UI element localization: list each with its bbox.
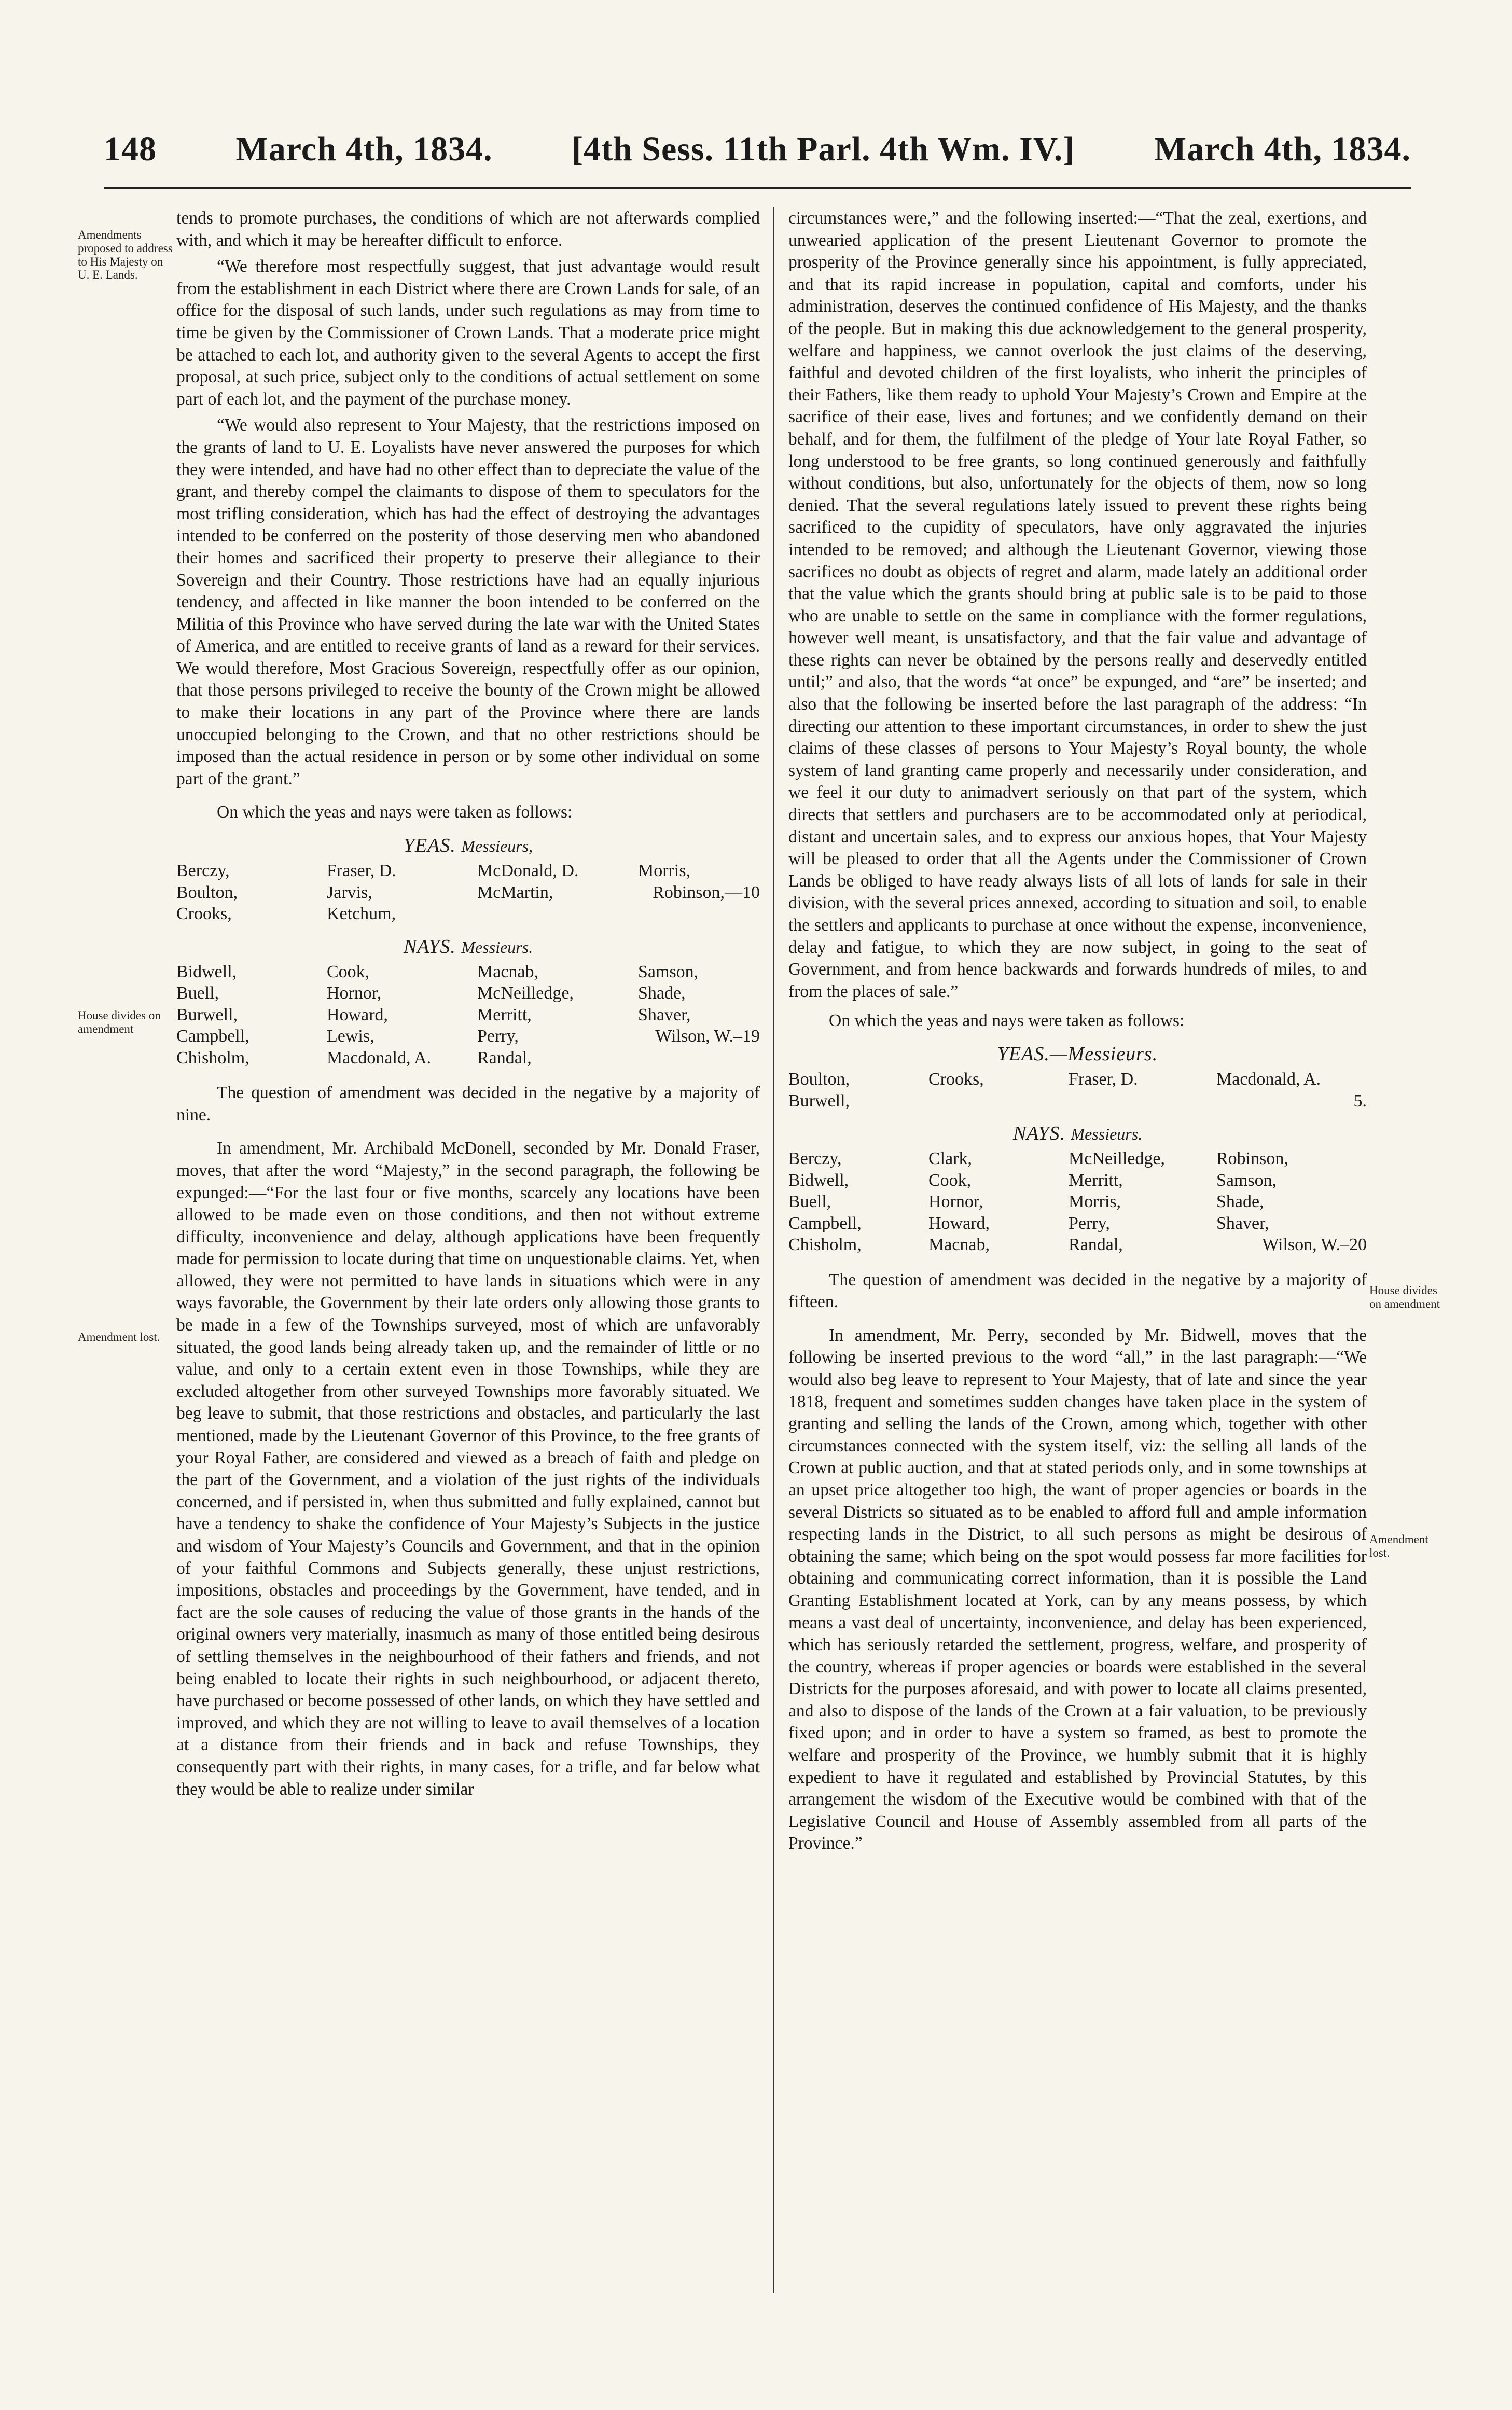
vote-name: Cook, bbox=[928, 1170, 972, 1190]
right-yeas-list bbox=[788, 1069, 1367, 1112]
vote-name: Campbell, bbox=[176, 1027, 249, 1046]
vote-name: Macnab, bbox=[928, 1235, 990, 1255]
margin-note-amendments: Amendments proposed to address to His Majesty on U. E. Lands. bbox=[78, 228, 173, 282]
vote-name: Berczy, bbox=[788, 1149, 842, 1169]
vote-name: Cook, bbox=[327, 962, 370, 981]
vote-name bbox=[638, 1047, 760, 1069]
vote-name: Shaver, bbox=[1216, 1213, 1269, 1233]
vote-name: Jarvis, bbox=[327, 882, 372, 902]
left-vote-intro: On which the yeas and nays were taken as follows: bbox=[217, 802, 573, 822]
vote-name: Samson, bbox=[1216, 1170, 1277, 1190]
vote-name: Campbell, bbox=[788, 1213, 862, 1233]
left-paragraph-amendment: In amendment, Mr. Archibald McDonell, seconded by Mr. Donald Fraser, moves, that after the word “Majesty,” in the second paragraph, the following be expunged:—“For the last four or five months, scarcely any locations have been allowed to be made even on those conditions, and then not without extreme difficulty, inconvenience and delay, although applications have been frequently made for permission to locate during that time on unquestionable claims. Yet, when allowed, they were not permitted to have lands in situations which were in any ways favorable, the Government by their late orders only allowing those grants to be made in a few of the Townships surveyed, most of which are unfavorably situated, the good lands being already taken up, and the remainder of little or no value, and only to a certain extent even in those Townships, while they are excluded altogether from other surveyed Townships more favorably situated. We beg leave to submit, that those restrictions and obstacles, and particularly the last mentioned, made by the Lieutenant Governor of this Province, to the free grants of your Royal Father, are considered and viewed as a breach of faith and pledge on the part of the Government, and a violation of the just rights of the individuals concerned, and if persisted in, when thus submitted and fully explained, cannot but have a tendency to shake the confidence of Your Majesty’s Subjects in the justice and wisdom of Your Majesty’s Councils and Government, and that in the opinion of your faithful Commons and Subjects generally, these unjust restrictions, impositions, obstacles and proceedings by the Government, have tended, and in fact are the sole causes of reducing the value of those grants in the hands of the original owners very materially, inasmuch as many of those entitled being desirous of settling themselves in the neighbourhood of their fathers and friends, and not being enabled to locate their rights in such neighbourhood, or adjacent thereto, have purchased or become possessed of other lands, on which they have settled and improved, and which they are not willing to leave to avail themselves of a location at a distance from their friends and in back and refuse Townships, they consequently part with their rights, in many cases, for a trifle, and far below what they would be able to realize under similar bbox=[176, 1139, 760, 1799]
vote-name: McMartin, bbox=[477, 882, 553, 902]
margin-note-amendment-lost-left: Amendment lost. bbox=[78, 1331, 160, 1343]
vote-name: McNeilledge, bbox=[1069, 1149, 1165, 1169]
vote-name: Perry, bbox=[477, 1027, 519, 1046]
margin-note-house-divides-left: House divides on amendment bbox=[78, 1009, 161, 1035]
left-nays-list bbox=[176, 961, 760, 1069]
header-rule bbox=[104, 187, 1411, 189]
left-yeas-label: YEAS. bbox=[403, 835, 456, 857]
vote-name: Shade, bbox=[638, 984, 686, 1003]
vote-name: Samson, bbox=[638, 962, 699, 981]
vote-name: Wilson, W.–19 bbox=[655, 1027, 760, 1046]
vote-name: Ketchum, bbox=[327, 904, 396, 924]
vote-name: McDonald, D. bbox=[477, 861, 579, 881]
vote-name: Burwell, bbox=[788, 1091, 850, 1111]
right-yeas-label: YEAS.—Messieurs. bbox=[997, 1043, 1158, 1065]
left-column bbox=[176, 207, 760, 1800]
right-nays-sub: Messieurs. bbox=[1071, 1125, 1143, 1144]
vote-name: Boulton, bbox=[176, 882, 238, 902]
vote-name: Crooks, bbox=[928, 1070, 984, 1089]
vote-name: Berczy, bbox=[176, 861, 230, 881]
vote-name: Buell, bbox=[788, 1192, 831, 1212]
page-number: 148 bbox=[104, 130, 157, 168]
header-session: [4th Sess. 11th Parl. 4th Wm. IV.] bbox=[572, 130, 1075, 168]
vote-name: Burwell, bbox=[176, 1005, 238, 1024]
vote-name bbox=[477, 903, 638, 924]
left-paragraph-decision: The question of amendment was decided in the negative by a majority of nine. bbox=[176, 1083, 760, 1125]
vote-name: Randal, bbox=[477, 1048, 532, 1068]
left-nays-label: NAYS. bbox=[403, 935, 456, 958]
left-nays-heading bbox=[176, 934, 760, 959]
vote-name: Randal, bbox=[1069, 1235, 1123, 1255]
vote-name: Lewis, bbox=[327, 1027, 374, 1046]
vote-name: Bidwell, bbox=[176, 962, 237, 981]
vote-name: Perry, bbox=[1069, 1213, 1110, 1233]
vote-total: 5. bbox=[1353, 1091, 1367, 1111]
right-paragraph-amendment: In amendment, Mr. Perry, seconded by Mr. Bidwell, moves that the following be inserted previous to the word “all,” in the last paragraph:—“We would also beg leave to represent to Your Majesty, that of late and since the year 1818, frequent and sometimes sudden changes have taken place in the system of granting and selling the lands of the Crown, among which, together with other circumstances connected with the system itself, viz: the selling all lands of the Crown at public auction, and that at stated periods only, and in some townships at an upset price altogether too high, the want of proper agencies or boards in the several Districts so situated as to be enabled to afford full and ample information respecting lands in the District, to all such persons as might be desirous of obtaining the same; which being on the spot would possess far more facilities for obtaining and communicating correct information, than it is possible the Land Granting Establishment located at York, can by any means possess, by which means a vast deal of uncertainty, inconvenience, and delay has been experienced, which has seriously retarded the settlement, progress, welfare, and prosperity of the country, whereas if proper agencies or boards were established in the several Districts for the purposes aforesaid, and with power to locate all claims presented, and also to dispose of the lands of the Crown at a fair valuation, to be previously fixed upon; and in order to have a system so framed, as best to promote the welfare and prosperity of the Province, we humbly submit that it is highly expedient to have it regulated and established by Provincial Statutes, by this arrangement the wisdom of the Executive would be combined with that of the Legislative Council and House of Assembly assembled from all parts of the Province.” bbox=[788, 1325, 1367, 1853]
vote-name: Fraser, D. bbox=[1069, 1070, 1138, 1089]
vote-name: Morris, bbox=[1069, 1192, 1121, 1212]
vote-name: Chisholm, bbox=[788, 1235, 862, 1255]
header-date-right: March 4th, 1834. bbox=[1154, 130, 1411, 168]
vote-name: Robinson,—10 bbox=[653, 882, 760, 902]
right-column bbox=[788, 207, 1367, 1855]
left-paragraph-3: “We would also represent to Your Majesty, that the restrictions imposed on the grants of land to U. E. Loyalists have never answered the purposes for which they were intended, and have had no other effect than to depreciate the value of the grant, and thereby compel the claimants to dispose of them to speculators for the most trifling consideration, which has had the effect of destroying the advantages intended to be conferred on the posterity of those deserving men who abandoned their homes and sacrificed their property to preserve their allegiance to their Sovereign and their Country. Those restrictions have had an equally injurious tendency, and affected in like manner the boon intended to be conferred on the Militia of this Province who have served during the late war with the United States of America, and are entitled to receive grants of land as a reward for their services. We would therefore, Most Gracious Sovereign, respectfully offer as our opinion, that those persons privileged to receive the bounty of the Crown might be allowed to make their locations in any part of the Province where there are lands unoccupied belonging to the Crown, and that no other restrictions should be imposed than the actual residence in person or by some other individual on some part of the grant.” bbox=[176, 415, 760, 788]
vote-name: Macdonald, A. bbox=[1216, 1070, 1321, 1089]
right-yeas-heading bbox=[788, 1042, 1367, 1067]
vote-name: Crooks, bbox=[176, 904, 232, 924]
left-nays-sub: Messieurs. bbox=[461, 937, 533, 957]
vote-name bbox=[1069, 1090, 1216, 1112]
running-header bbox=[104, 130, 1411, 187]
left-yeas-sub: Messieurs, bbox=[461, 837, 533, 856]
vote-name: Shaver, bbox=[638, 1005, 691, 1024]
vote-name: Hornor, bbox=[327, 984, 382, 1003]
vote-name: Shade, bbox=[1216, 1192, 1264, 1212]
vote-name: Merritt, bbox=[477, 1005, 532, 1024]
vote-name: Morris, bbox=[638, 861, 691, 881]
vote-name: Macdonald, A. bbox=[327, 1048, 432, 1068]
vote-name bbox=[638, 903, 760, 924]
margin-note-amendment-lost-right: Amendment lost. bbox=[1369, 1533, 1428, 1559]
left-yeas-heading bbox=[176, 833, 760, 858]
right-nays-heading bbox=[788, 1121, 1367, 1146]
vote-name: Fraser, D. bbox=[327, 861, 396, 881]
vote-name: Hornor, bbox=[928, 1192, 983, 1212]
column-divider bbox=[773, 207, 774, 2293]
right-paragraph-1: circumstances were,” and the following inserted:—“That the zeal, exertions, and unwearied application of the present Lieutenant Governor to promote the prosperity of the Province generally since his appointment, is fully appreciated, and that its rapid increase in population, capital and comforts, under his administration, deserves the continued confidence of His Majesty, and the thanks of the people. But in making this due acknowledgement to the general prosperity, welfare and happiness, we cannot overlook the just claims of the deserving, faithful and devoted children of the first loyalists, who inherit the principles of their Fathers, like them ready to uphold Your Majesty’s Crown and Empire at the sacrifice of their ease, lives and fortunes; and we confidently demand on their behalf, and for them, the fulfilment of the pledge of Your late Royal Father, so long understood to be free grants, so long continued generously and faithfully without conditions, but also, unfortunately for the objects of them, now so long denied. That the several regulations lately issued to prevent these rights being sacrificed to the cupidity of speculators, have only aggravated the injuries intended to be removed; and although the Lieutenant Governor, viewing those sacrifices no doubt as objects of regret and alarm, made lately an additional order that the value which the grants should bring at public sale is to be paid to those who are unable to settle on the same in compliance with the former regulations, however well meant, is unsatisfactory, and that the fair value and advantage of these rights can never be obtained by the persons really and deservedly entitled until;” and also, that the words “at once” be expunged, and “are” be inserted; and also that the following be inserted before the last paragraph of the address: “In directing our attention to these important circumstances, in order to shew the just claims of these classes of persons to Your Majesty’s Royal bounty, the whole system of land granting came properly and necessarily under consideration, and we feel it our duty to animadvert seriously on that part of the system, which directs that settlers and purchasers are to be accommodated only at periodical, distant and uncertain sales, and to express our anxious hopes, that Your Majesty will be pleased to order that all the Agents under the Commissioner of Crown Lands be obliged to have ready always lists of all lots of lands for sale in their division, with the several prices annexed, according to situation and soil, to enable the settlers and applicants to purchase at once without the expense, inconvenience, delay and fatigue, to which they are now subject, in going to the seat of Government, and from hence backwards and forwards hundreds of miles, to and from the places of sale.” bbox=[788, 209, 1367, 1001]
right-nays-label: NAYS. bbox=[1012, 1123, 1065, 1145]
header-date-left: March 4th, 1834. bbox=[235, 130, 493, 168]
vote-name: Buell, bbox=[176, 984, 219, 1003]
vote-name: Bidwell, bbox=[788, 1170, 849, 1190]
vote-name: Wilson, W.–20 bbox=[1262, 1235, 1367, 1255]
vote-name: Howard, bbox=[327, 1005, 389, 1024]
vote-name: Robinson, bbox=[1216, 1149, 1288, 1169]
vote-name bbox=[928, 1090, 1069, 1112]
vote-name: McNeilledge, bbox=[477, 984, 574, 1003]
right-vote-intro: On which the yeas and nays were taken as follows: bbox=[829, 1011, 1185, 1031]
vote-name: Merritt, bbox=[1069, 1170, 1123, 1190]
left-yeas-list bbox=[176, 860, 760, 924]
left-paragraph-2: “We therefore most respectfully suggest, that just advantage would result from the establishment in each District where there are Crown Lands for sale, of an office for the disposal of such lands, under such regulations as may from time to time be given by the Commissioner of Crown Lands. That a moderate price might be attached to each lot, and authority given to the several Agents to accept the first proposal, at such price, subject only to the conditions of actual settlement on some part of each lot, and the payment of the purchase money. bbox=[176, 257, 760, 409]
left-paragraph-1: tends to promote purchases, the conditions of which are not afterwards complied with, and which it may be hereafter difficult to enforce. bbox=[176, 209, 760, 250]
margin-note-house-divides-right: House divides on amendment bbox=[1369, 1284, 1440, 1310]
right-nays-list bbox=[788, 1148, 1367, 1255]
right-paragraph-decision: The question of amendment was decided in the negative by a majority of fifteen. bbox=[788, 1270, 1367, 1312]
vote-name: Clark, bbox=[928, 1149, 973, 1169]
vote-name: Howard, bbox=[928, 1213, 990, 1233]
vote-name: Macnab, bbox=[477, 962, 539, 981]
vote-name: Boulton, bbox=[788, 1070, 850, 1089]
vote-name: Chisholm, bbox=[176, 1048, 249, 1068]
